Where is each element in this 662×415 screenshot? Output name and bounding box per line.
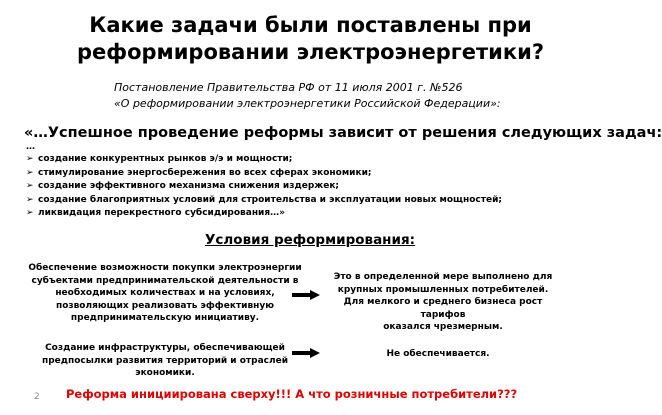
condition-1-result <box>324 271 562 334</box>
result-1-line: Это в определенной мере выполнено для <box>333 272 553 282</box>
decree-line-1: Постановление Правительства РФ от 11 июля 2001 г. №526 <box>114 81 463 94</box>
right-arrow-icon <box>292 348 320 358</box>
slogan-text: Реформа инициирована сверху!!! А что розничные потребители??? <box>66 387 518 401</box>
condition-2-result: Не обеспечивается. <box>386 349 490 359</box>
arrow-bullet-icon: ➢ <box>26 194 34 205</box>
task-item <box>26 167 502 181</box>
task-text: стимулирование энергосбережения во всех сферах экономики; <box>38 167 372 178</box>
arrow-bullet-icon: ➢ <box>26 167 34 178</box>
result-1-line: Для мелкого и среднего бизнеса рост тарифов <box>343 297 543 320</box>
condition-1-line: необходимых количествах и на условиях, <box>55 288 275 298</box>
conditions-title: Условия реформирования: <box>205 232 416 248</box>
title-line-2: реформировании электроэнергетики? <box>76 40 545 64</box>
condition-1-line: позволяющих реализовать эффективную <box>55 300 275 311</box>
condition-2-line: Создание инфраструктуры, обеспечивающей <box>45 343 285 353</box>
decree-line-2: «О реформировании электроэнергетики Российской Федерации»: <box>114 97 501 110</box>
arrow-bullet-icon: ➢ <box>26 181 34 192</box>
right-arrow-icon <box>292 290 320 300</box>
task-item <box>26 207 502 221</box>
task-item <box>26 194 502 208</box>
quote-heading: «…Успешное проведение реформы зависит от решения следующих задач: <box>24 125 662 141</box>
task-item <box>26 153 502 167</box>
arrow-bullet-icon: ➢ <box>26 154 34 164</box>
title-line-1: Какие задачи были поставлены при <box>89 13 532 37</box>
arrow-bullet-icon: ➢ <box>26 208 34 219</box>
condition-1-line: предпринимательскую инициативу. <box>70 313 260 323</box>
task-text: создание эффективного механизма снижения издержек; <box>38 181 340 192</box>
task-text: создание конкурентных рынков э/э и мощности; <box>38 154 293 164</box>
page-number: 2 <box>34 392 40 402</box>
condition-1-line: субъектами предпринимательской деятельности в <box>31 275 299 286</box>
condition-1-text <box>26 262 304 325</box>
result-1-line: крупных промышленных потребителей. <box>337 284 549 295</box>
task-text: создание благоприятных условий для строительства и эксплуатации новых мощностей; <box>38 194 502 205</box>
task-item <box>26 180 502 194</box>
slide-title <box>60 12 561 66</box>
decree-reference <box>114 80 554 112</box>
condition-2-line: предпосылки развития территорий и отраслей <box>41 355 289 366</box>
result-1-line: оказался чрезмерным. <box>383 322 503 332</box>
quote-ellipsis: … <box>26 142 35 152</box>
condition-2-line: экономики. <box>135 368 195 378</box>
condition-1-line: Обеспечение возможности покупки электроэнергии <box>28 263 302 273</box>
condition-2-text <box>40 342 290 380</box>
task-list <box>26 153 502 221</box>
task-text: ликвидация перекрестного субсидирования…» <box>38 208 285 219</box>
